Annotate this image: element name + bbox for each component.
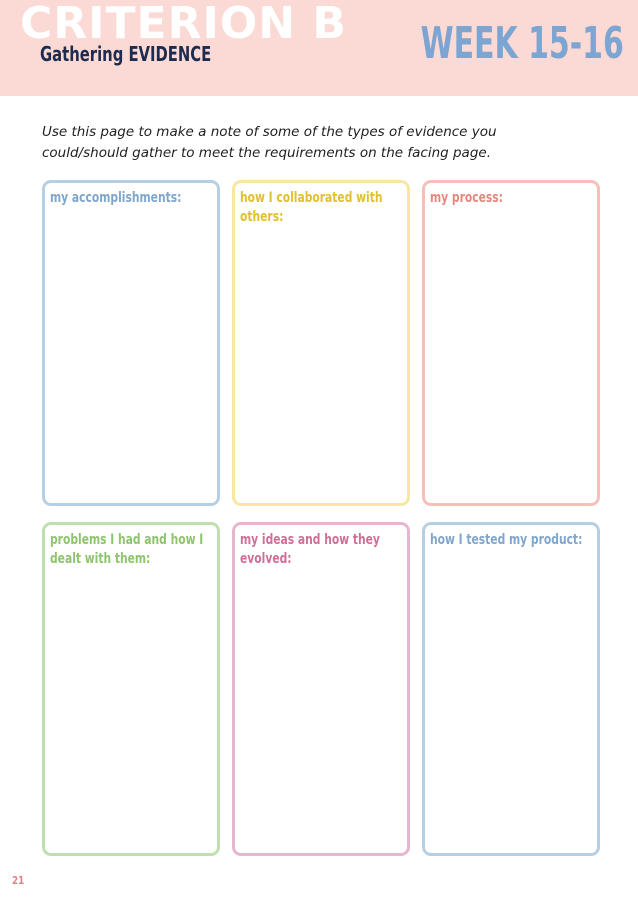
box-label-testing: how I tested my product:: [430, 532, 583, 548]
page-header: [0, 0, 638, 96]
box-label-ideas: my ideas and how they evolved:: [240, 532, 380, 567]
box-label-collaboration: how I collaborated with others:: [240, 190, 383, 225]
box-collaboration[interactable]: [232, 180, 410, 506]
box-label-problems: problems I had and how I dealt with them:: [50, 532, 204, 567]
box-ideas[interactable]: [232, 522, 410, 856]
week-title: WEEK 15-16: [420, 18, 624, 69]
page-subtitle: Gathering EVIDENCE: [40, 42, 212, 66]
page-number: 21: [12, 874, 25, 887]
box-testing[interactable]: [422, 522, 600, 856]
criterion-watermark: CRITERION B: [20, 0, 347, 49]
box-problems[interactable]: [42, 522, 220, 856]
box-label-process: my process:: [430, 190, 503, 206]
instructions-text: Use this page to make a note of some of the types of evidence you could/should gather to meet the requirements on the facing page.: [42, 124, 497, 161]
box-label-accomplishments: my accomplishments:: [50, 190, 182, 206]
box-process[interactable]: [422, 180, 600, 506]
box-accomplishments[interactable]: [42, 180, 220, 506]
